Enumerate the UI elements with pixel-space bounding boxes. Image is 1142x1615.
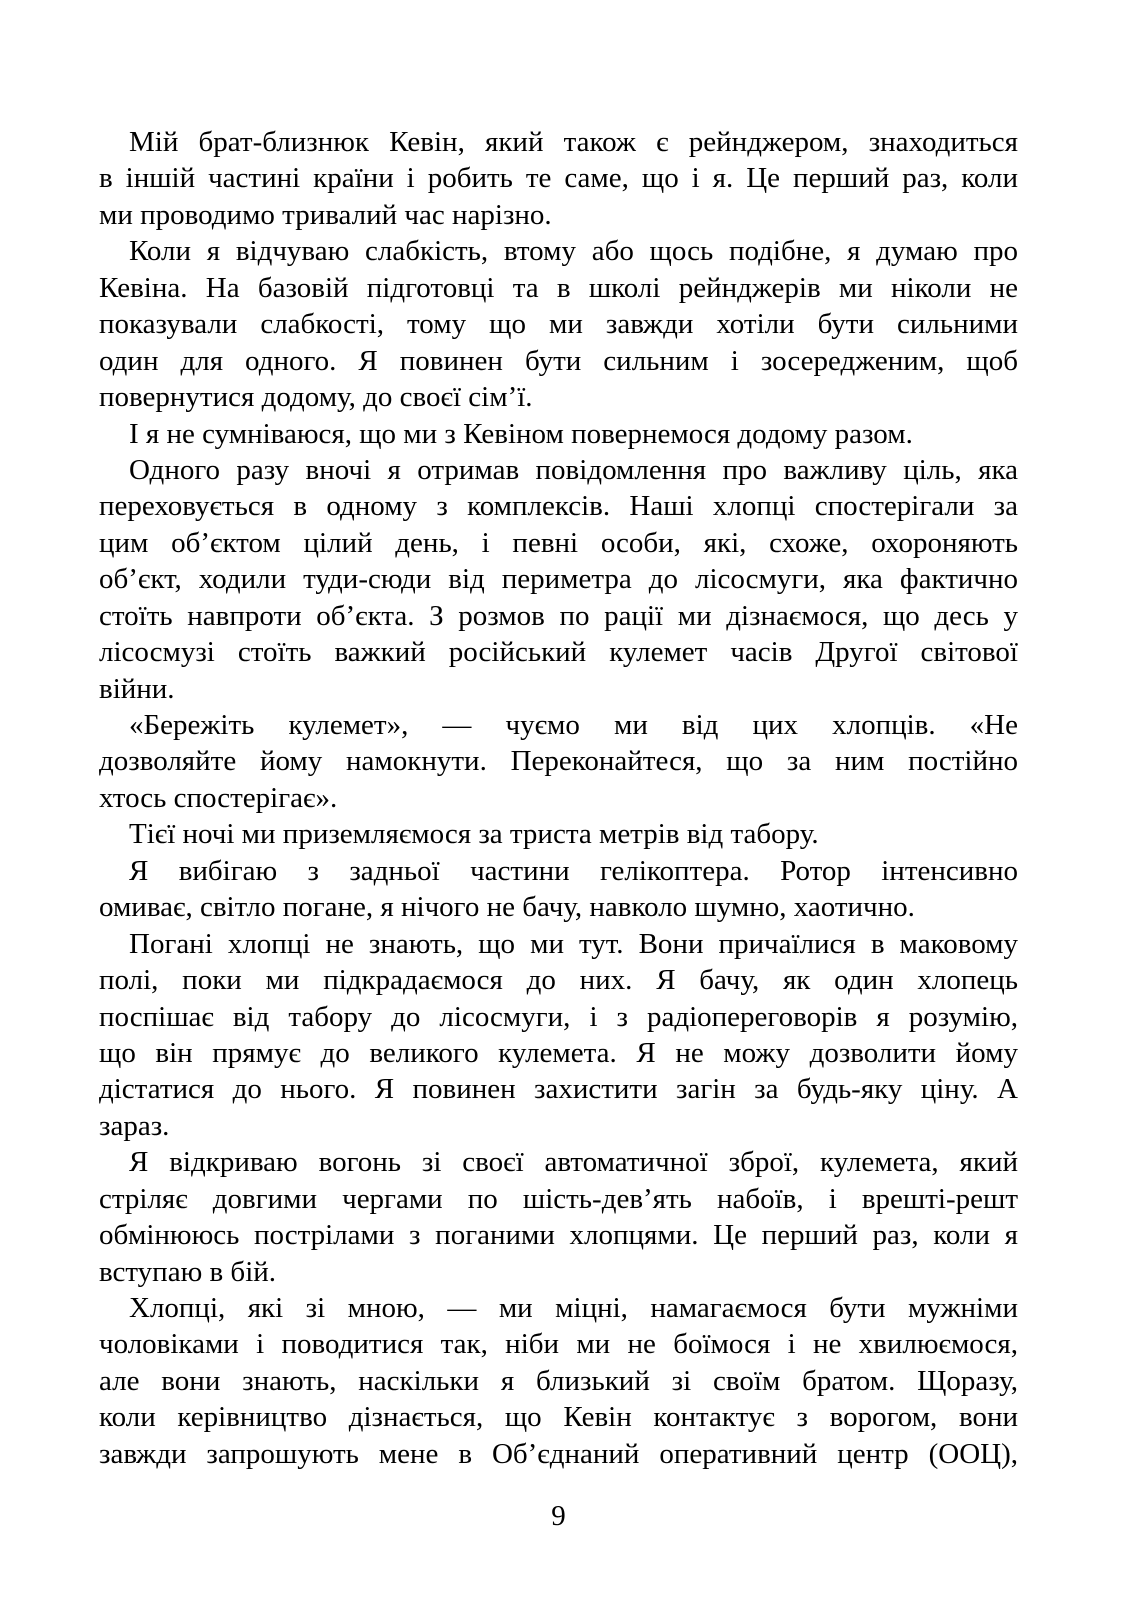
text-line: війни.: [99, 672, 175, 705]
text-line: Я вибігаю з задньої частини гелікоптера. Ротор інтенсивно: [129, 854, 1018, 887]
text-line: показували слабкості, тому що ми завжди хотіли бути сильними: [99, 308, 1018, 341]
text-line: Кевіна. На базовій підготовці та в школі рейнджерів ми ніколи не: [99, 271, 1018, 304]
text-line: Хлопці, які зі мною, — ми міцні, намагаємося бути мужніми: [129, 1292, 1018, 1324]
paragraph: [99, 416, 1018, 452]
paragraph: [99, 452, 1018, 707]
paragraph: [99, 926, 1018, 1145]
text-line: Одного разу вночі я отримав повідомлення про важливу ціль, яка: [129, 453, 1018, 486]
text-line: Тієї ночі ми приземляємося за триста метрів від табору.: [129, 818, 819, 851]
text-line: чоловіками і поводитися так, ніби ми не боїмося і не хвилюємося,: [99, 1328, 1018, 1361]
text-line: лісосмузі стоїть важкий російський кулемет часів Другої світової: [99, 636, 1018, 669]
paragraph: [99, 1144, 1018, 1290]
text-line: полі, поки ми підкрадаємося до них. Я бачу, як один хлопець: [99, 964, 1018, 997]
text-line: І я не сумніваюся, що ми з Кевіном повернемося додому разом.: [129, 417, 913, 450]
paragraph: [99, 707, 1018, 816]
text-line: стріляє довгими чергами по шість-дев’ять набоїв, і врешті-решт: [99, 1182, 1018, 1215]
text-line: переховується в одному з комплексів. Наші хлопці спостерігали за: [99, 490, 1018, 523]
text-line: Коли я відчуваю слабкість, втому або щось подібне, я думаю про: [129, 235, 1018, 268]
text-line: цим об’єктом цілий день, і певні особи, які, схоже, охороняють: [99, 526, 1018, 559]
paragraph: [99, 233, 1018, 415]
paragraph: [99, 853, 1018, 926]
text-line: але вони знають, наскільки я близький зі своїм братом. Щоразу,: [99, 1364, 1018, 1397]
text-line: стоїть навпроти об’єкта. З розмов по рації ми дізнаємося, що десь у: [99, 599, 1018, 632]
text-line: вступаю в бій.: [99, 1255, 277, 1288]
text-line: омиває, світло погане, я нічого не бачу, навколо шумно, хаотично.: [99, 891, 915, 924]
text-line: в іншій частині країни і робить те саме, що і я. Це перший раз, коли: [99, 162, 1018, 195]
paragraph: [99, 124, 1018, 233]
text-line: дозволяйте йому намокнути. Переконайтеся, що за ним постійно: [99, 745, 1018, 778]
text-line: повернутися додому, до своєї сім’ї.: [99, 381, 533, 414]
text-line: «Бережіть кулемет», — чуємо ми від цих хлопців. «Не: [129, 709, 1018, 741]
text-line: Я відкриваю вогонь зі своєї автоматичної зброї, кулемета, який: [129, 1146, 1018, 1179]
paragraph: [99, 1290, 1018, 1472]
text-line: завжди запрошують мене в Об’єднаний оперативний центр (ООЦ),: [99, 1437, 1018, 1470]
text-line: Мій брат-близнюк Кевін, який також є рейнджером, знаходиться: [129, 126, 1018, 158]
text-line: хтось спостерігає».: [99, 781, 338, 814]
text-line: ми проводимо тривалий час нарізно.: [99, 198, 552, 231]
text-line: коли керівництво дізнається, що Кевін контактує з ворогом, вони: [99, 1401, 1018, 1434]
text-line: поспішає від табору до лісосмуги, і з радіопереговорів я розумію,: [99, 1000, 1018, 1033]
page-text-block: [99, 124, 1018, 1472]
text-line: об’єкт, ходили туди-сюди від периметра до лісосмуги, яка фактично: [99, 563, 1018, 596]
page-number: 9: [551, 1500, 566, 1532]
text-line: обмінююсь пострілами з поганими хлопцями. Це перший раз, коли я: [99, 1219, 1018, 1252]
text-line: що він прямує до великого кулемета. Я не можу дозволити йому: [99, 1036, 1018, 1069]
text-line: Погані хлопці не знають, що ми тут. Вони причаїлися в маковому: [129, 927, 1018, 960]
paragraph: [99, 816, 1018, 852]
text-line: дістатися до нього. Я повинен захистити загін за будь-яку ціну. А: [99, 1073, 1018, 1106]
text-line: зараз.: [99, 1109, 170, 1142]
text-line: один для одного. Я повинен бути сильним і зосередженим, щоб: [99, 344, 1018, 377]
